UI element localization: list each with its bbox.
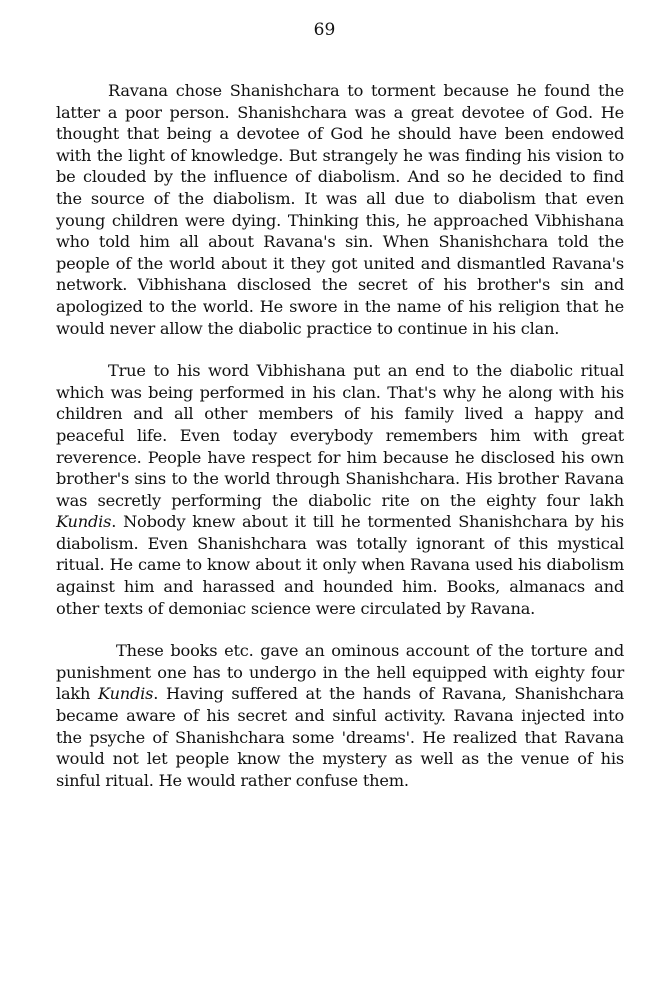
paragraph-3-part-2: . Having suffered at the hands of Ravana, Shanishchara became aware of his secret and sinful activity. Ravana injected into the psyche of Shanishchara some 'dreams'. He realized that Ravana would not let people know the mystery as well as the venue of his sinful ritual. He would rather confuse them. [56,684,624,790]
paragraph-2-part-1: True to his word Vibhishana put an end to the diabolic ritual which was being performed in his clan. That's why he along with his children and all other members of his family lived a happy and peaceful life. Even today everybody remembers him with great reverence. People have respect for him because he disclosed his own brother's sins to the world through Shanishchara. His brother Ravana was secretly performing the diabolic rite on the eighty four lakh [56,361,624,510]
paragraph-2-part-2: . Nobody knew about it till he tormented Shanishchara by his diabolism. Even Shanishchara was totally ignorant of this mystical ritual. He came to know about it only when Ravana used his diabolism against him and harassed and hounded him. Books, almanacs and other texts of demoniac science were circulated by Ravana. [56,512,624,618]
paragraph-1: Ravana chose Shanishchara to torment because he found the latter a poor person. Shanishchara was a great devotee of God. He thought that being a devotee of God he should have been endowed with the light of knowledge. But strangely he was finding his vision to be clouded by the influence of diabolism. And so he decided to find the source of the diabolism. It was all due to diabolism that even young children were dying. Thinking this, he approached Vibhishana who told him all about Ravana's sin. When Shanishchara told the people of the world about it they got united and dismantled Ravana's network. Vibhishana disclosed the secret of his brother's sin and apologized to the world. He swore in the name of his religion that he would never allow the diabolic practice to continue in his clan. [56,81,624,338]
italic-term-kundis: Kundis [56,512,112,532]
italic-term-kundis: Kundis [98,684,154,704]
paragraph-3 [56,640,624,791]
page-number: 69 [313,20,336,40]
paragraph-3-part-1: These books etc. gave an ominous account of the torture and punishment one has to undergo in the hell equipped with eighty four lakh [56,641,624,704]
body-text [56,80,624,812]
paragraph-2 [56,360,624,619]
